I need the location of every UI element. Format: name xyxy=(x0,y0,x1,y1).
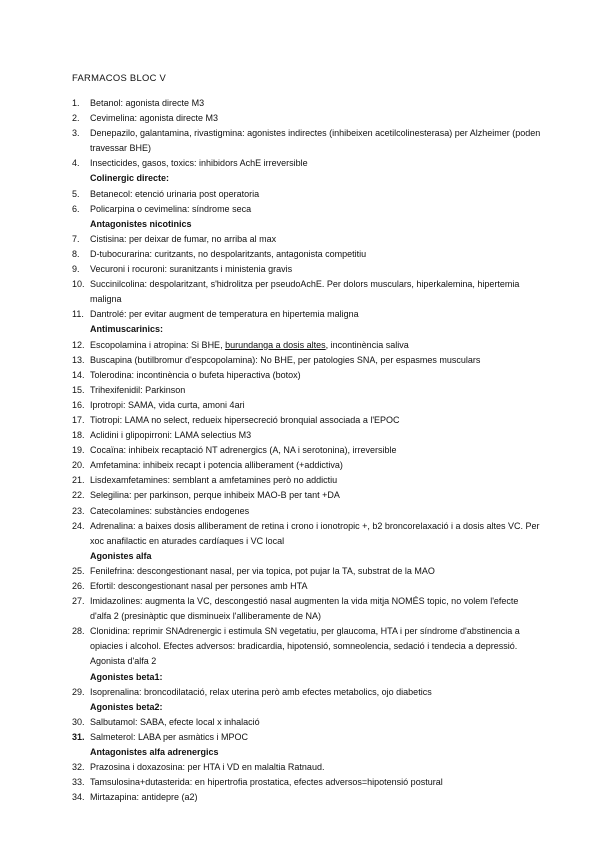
section-heading: Antagonistes alfa adrenergics xyxy=(90,747,219,758)
list-item xyxy=(72,443,542,458)
list-item xyxy=(72,458,542,473)
list-item xyxy=(72,790,542,805)
list-item xyxy=(72,760,542,775)
item-text: Iprotropi: SAMA, vida curta, amoni 4ari xyxy=(90,399,245,410)
item-number: 8. xyxy=(72,248,80,259)
list-item xyxy=(72,187,542,202)
item-text: Succinilcolina: despolaritzant, s'hidrolitza per pseudoAchE. Per dolors musculars, hiperkalemina, hipertemia maligna xyxy=(90,279,520,305)
item-text: Amfetamina: inhibeix recapt i potencia alliberament (+addictiva) xyxy=(90,460,343,471)
item-number: 5. xyxy=(72,188,80,199)
list-item xyxy=(72,730,542,745)
item-number: 10. xyxy=(72,279,85,290)
item-number: 25. xyxy=(72,565,85,576)
section-heading: Agonistes alfa xyxy=(90,550,152,561)
list-item xyxy=(72,126,542,156)
item-text: Trihexifenidil: Parkinson xyxy=(90,384,186,395)
list-item xyxy=(72,473,542,488)
item-text: Vecuroni i rocuroni: suranitzants i ministenia gravis xyxy=(90,264,293,275)
list-item xyxy=(72,775,542,790)
item-text: Dantrolé: per evitar augment de temperatura en hipertemia maligna xyxy=(90,309,359,320)
list-item xyxy=(72,307,542,322)
item-number: 34. xyxy=(72,792,85,803)
list-item xyxy=(72,202,542,217)
item-text: Imidazolines: augmenta la VC, descongestió nasal augmenten la vida mitja NOMÉS topic, no volem l'efecte d'alfa 2 (presinàptic que disminueix l'alliberamente de NA) xyxy=(90,596,519,622)
drug-list xyxy=(72,96,542,805)
item-number: 33. xyxy=(72,777,85,788)
list-item xyxy=(72,579,542,594)
item-number: 2. xyxy=(72,113,80,124)
list-item xyxy=(72,594,542,624)
item-text: Mirtazapina: antidepre (a2) xyxy=(90,792,198,803)
item-text-start: Escopolamina i atropina: Si BHE, xyxy=(90,339,226,350)
item-text: Adrenalina: a baixes dosis alliberament de retina i crono i ionotropic +, b2 broncorelaxació i a dosis altes VC. Per xoc anafilactic en aturades cardíaques i VC local xyxy=(90,520,540,546)
item-text: Tamsulosina+dutasterida: en hipertrofia prostatica, efectes adversos=hipotensió postural xyxy=(90,777,443,788)
item-text: Prazosina i doxazosina: per HTA i VD en malaltia Ratnaud. xyxy=(90,762,325,773)
list-item xyxy=(72,383,542,398)
item-text: Buscapina (butilbromur d'espcopolamina): No BHE, per patologies SNA, per espasmes musculars xyxy=(90,354,481,365)
item-text-end: , incontinència saliva xyxy=(325,339,409,350)
item-number: 30. xyxy=(72,716,85,727)
item-text: Betanol: agonista directe M3 xyxy=(90,98,205,108)
item-text: Salmeterol: LABA per asmàtics i MPOC xyxy=(90,731,249,742)
list-item xyxy=(72,488,542,503)
item-text: Policarpina o cevimelina: síndrome seca xyxy=(90,203,252,214)
item-number: 13. xyxy=(72,354,85,365)
list-item xyxy=(72,685,542,700)
item-number: 9. xyxy=(72,264,80,275)
item-number: 29. xyxy=(72,686,85,697)
section-heading: Antimuscarinics: xyxy=(90,324,164,335)
item-text: Catecolamines: substàncies endogenes xyxy=(90,505,250,516)
list-item xyxy=(72,156,542,171)
item-number: 16. xyxy=(72,399,85,410)
item-number: 12. xyxy=(72,339,85,350)
item-number: 4. xyxy=(72,158,80,169)
list-item xyxy=(72,624,542,669)
item-number: 7. xyxy=(72,233,80,244)
list-item xyxy=(72,398,542,413)
item-number: 24. xyxy=(72,520,85,531)
item-text: Cevimelina: agonista directe M3 xyxy=(90,113,219,124)
item-text: Lisdexamfetamines: semblant a amfetamines però no addictiu xyxy=(90,475,338,486)
item-number: 31. xyxy=(72,731,85,742)
item-text: Denepazilo, galantamina, rivastigmina: agonistes indirectes (inhibeixen acetilcolinesterasa) per Alzheimer (poden travessar BHE) xyxy=(90,128,541,154)
item-text: Efortil: descongestionant nasal per persones amb HTA xyxy=(90,581,308,591)
item-number: 27. xyxy=(72,596,85,607)
list-item xyxy=(72,715,542,730)
item-number: 14. xyxy=(72,369,85,380)
item-text: Cistisina: per deixar de fumar, no arriba al max xyxy=(90,233,277,244)
section-heading: Colinergic directe: xyxy=(90,173,170,184)
item-number: 26. xyxy=(72,581,85,591)
item-number: 1. xyxy=(72,98,80,108)
item-text: Salbutamol: SABA, efecte local x inhalació xyxy=(90,716,260,727)
item-text: Selegilina: per parkinson, perque inhibeix MAO-B per tant +DA xyxy=(90,490,340,501)
underlined-phrase: burundanga a dosis altes xyxy=(225,339,326,350)
list-item xyxy=(72,262,542,277)
item-text: Isoprenalina: broncodilatació, relax uterina però amb efectes metabolics, ojo diabetics xyxy=(90,686,432,697)
list-item xyxy=(72,368,542,383)
item-text: Fenilefrina: descongestionant nasal, per via topica, pot pujar la TA, substrat de la MAO xyxy=(90,565,435,576)
item-number: 28. xyxy=(72,626,85,637)
item-text: Tolerodina: incontinència o bufeta hiperactiva (botox) xyxy=(90,369,301,380)
item-text: Clonidina: reprimir SNAdrenergic i estimula SN vegetatiu, per glaucoma, HTA i per síndrome d'abstinencia a opiacies i alcohol. Efectes adversos: bradicardia, hipotensió, somneolencia, sedació i tendecia a depressió. Agonista d'alfa 2 xyxy=(90,626,520,667)
item-number: 21. xyxy=(72,475,85,486)
list-item xyxy=(72,428,542,443)
list-item xyxy=(72,353,542,368)
page-title: FARMACOS BLOC V xyxy=(72,72,167,83)
list-item xyxy=(72,519,542,549)
list-item xyxy=(72,564,542,579)
list-item xyxy=(72,338,542,353)
item-text: Aclidini i glipopirroni: LAMA selectius M3 xyxy=(90,430,252,441)
item-text: Tiotropi: LAMA no select, redueix hipersecreció bronquial associada a l'EPOC xyxy=(90,414,400,425)
item-text: D-tubocurarina: curitzants, no despolaritzants, antagonista competitiu xyxy=(90,248,367,259)
item-number: 18. xyxy=(72,430,85,441)
item-number: 20. xyxy=(72,460,85,471)
item-number: 32. xyxy=(72,762,85,773)
item-number: 15. xyxy=(72,384,85,395)
item-number: 22. xyxy=(72,490,85,501)
list-item xyxy=(72,504,542,519)
item-text: Betanecol: etenció urinaria post operatoria xyxy=(90,188,260,199)
list-item xyxy=(72,111,542,126)
item-number: 11. xyxy=(72,309,84,320)
section-heading: Agonistes beta2: xyxy=(90,701,163,712)
list-item xyxy=(72,247,542,262)
item-number: 17. xyxy=(72,414,85,425)
section-heading: Antagonistes nicotinics xyxy=(90,218,192,229)
item-text: Insecticides, gasos, toxics: inhibidors AchE irreversible xyxy=(90,158,308,169)
list-item xyxy=(72,232,542,247)
item-number: 6. xyxy=(72,203,80,214)
list-item xyxy=(72,96,542,111)
list-item xyxy=(72,413,542,428)
list-item xyxy=(72,277,542,307)
item-number: 19. xyxy=(72,445,85,456)
item-text xyxy=(90,338,542,353)
item-number: 23. xyxy=(72,505,85,516)
item-text: Cocaïna: inhibeix recaptació NT adrenergics (A, NA i serotonina), irreversible xyxy=(90,445,397,456)
item-number: 3. xyxy=(72,128,80,139)
section-heading: Agonistes beta1: xyxy=(90,671,163,682)
